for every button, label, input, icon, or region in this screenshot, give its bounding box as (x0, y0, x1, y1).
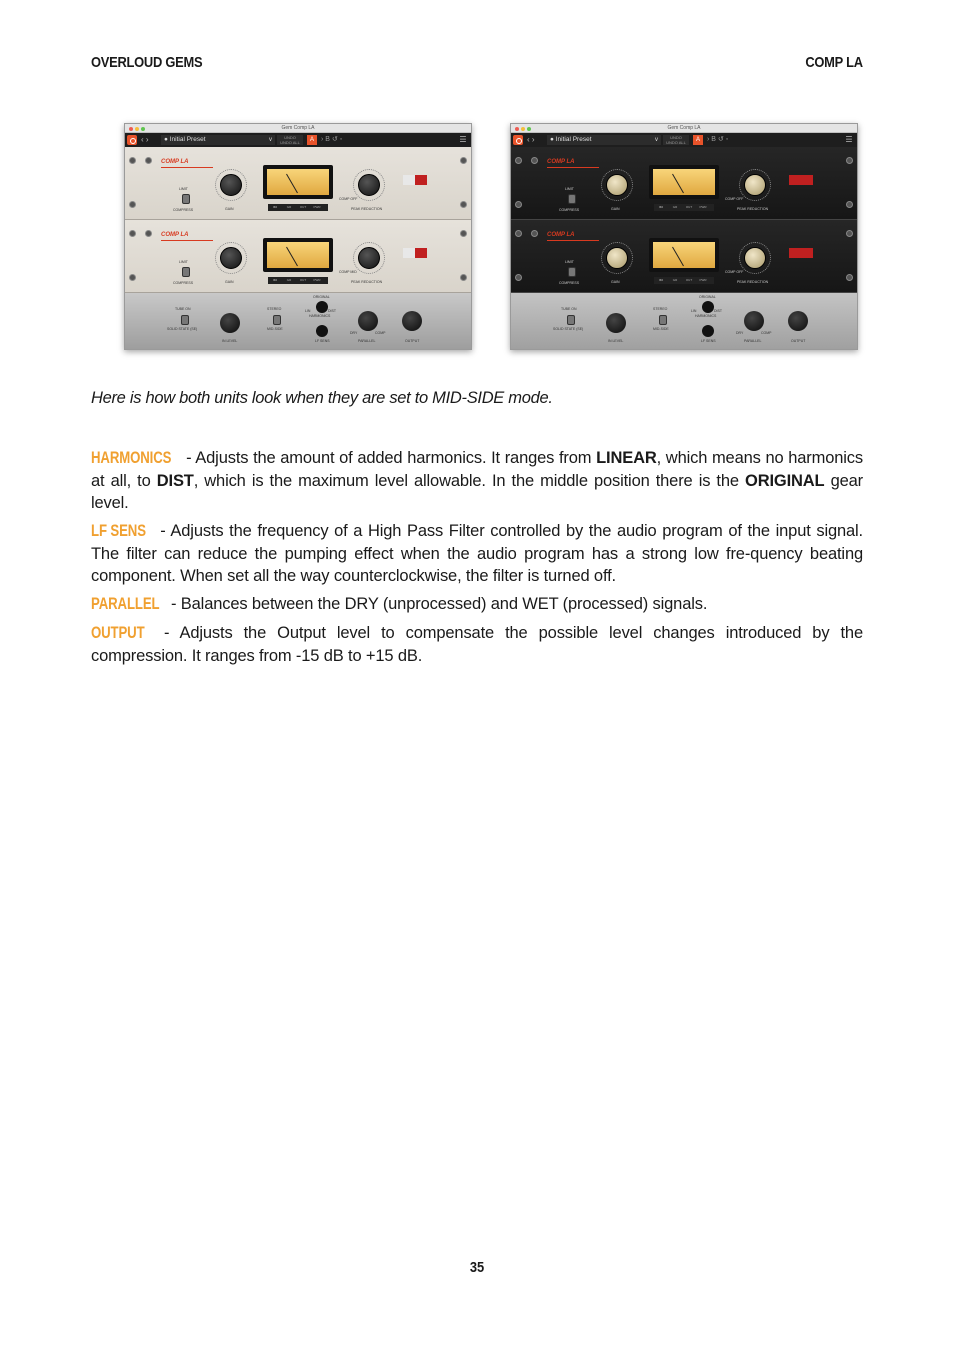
dry-label: DRY (736, 331, 744, 335)
gain-knob[interactable] (220, 247, 242, 269)
toolbar-icons[interactable]: › B ↺ ◦ (321, 136, 343, 143)
compressor-unit-1 (511, 147, 857, 220)
limit-label: LIMIT (565, 260, 574, 264)
in-level-knob[interactable] (220, 313, 240, 333)
limit-compress-toggle[interactable] (182, 194, 190, 204)
screw-icon (846, 230, 853, 237)
mid-side-badge (403, 175, 427, 185)
meter-needle (286, 174, 298, 194)
comp-mid-label: COMP MID (339, 270, 357, 274)
chevron-down-icon: v (655, 137, 658, 143)
linear-label: LIN (305, 309, 311, 313)
in-level-label: IN LEVEL (222, 339, 238, 343)
paragraph-parallel (91, 593, 863, 616)
screw-icon (515, 230, 522, 237)
term-output: OUTPUT (91, 624, 145, 642)
in-level-label: IN LEVEL (608, 339, 624, 343)
minimize-dot-icon[interactable] (521, 127, 525, 131)
tube-on-label: TUBE ON (175, 307, 191, 311)
header-left: OVERLOUD GEMS (91, 54, 203, 71)
in-level-knob[interactable] (606, 313, 626, 333)
screw-icon (531, 157, 538, 164)
meter-out-button[interactable]: OUT (299, 278, 307, 282)
paragraph-text: - Adjusts the frequency of a High Pass Filter controlled by the audio program of the input signal. The filter can reduce the pumping effect when the audio program has a strong low fre-quency beating component. When set all the way counterclockwise, the filter is turned off. (91, 522, 863, 585)
figure-caption: Here is how both units look when they are set to MID-SIDE mode. (91, 389, 553, 407)
peak-reduction-knob[interactable] (358, 247, 380, 269)
meter-pwr-button[interactable]: PWR (313, 205, 321, 209)
limit-label: LIMIT (179, 260, 188, 264)
screw-icon (531, 230, 538, 237)
compress-label: COMPRESS (173, 208, 194, 212)
stereo-mid-side-toggle[interactable] (273, 315, 281, 325)
gain-label: GAIN (611, 207, 620, 211)
term-lf-sens: LF SENS (91, 522, 146, 540)
paragraph-lf-sens (91, 520, 863, 588)
comp-label: COMP (375, 331, 386, 335)
page-number: 35 (469, 1259, 485, 1276)
menu-icon[interactable]: ☰ (845, 135, 853, 144)
screw-icon (145, 157, 152, 164)
peak-reduction-label: PEAK REDUCTION (737, 280, 769, 284)
comp-label: COMP (761, 331, 772, 335)
output-knob[interactable] (788, 311, 808, 331)
master-section (511, 293, 857, 349)
ab-compare-button[interactable]: A (693, 135, 703, 145)
screw-icon (846, 157, 853, 164)
menu-icon[interactable]: ☰ (459, 135, 467, 144)
zoom-dot-icon[interactable] (141, 127, 145, 131)
limit-label: LIMIT (179, 187, 188, 191)
close-dot-icon[interactable] (515, 127, 519, 131)
gain-label: GAIN (225, 207, 234, 211)
peak-reduction-knob[interactable] (744, 247, 766, 269)
preset-nav-arrows-icon[interactable]: ‹ › (141, 135, 149, 144)
screw-icon (129, 157, 136, 164)
bold-original: ORIGINAL (745, 471, 825, 490)
term-harmonics: HARMONICS (91, 449, 172, 467)
harmonics-label: HARMONICS (309, 314, 331, 318)
mid-side-badge (789, 175, 813, 185)
limit-compress-toggle[interactable] (568, 267, 576, 277)
lf-sens-knob[interactable] (702, 325, 714, 337)
brand-logo: COMP LA (547, 159, 575, 165)
compressor-unit-2 (511, 220, 857, 293)
meter-gr-button[interactable]: GR (672, 205, 678, 209)
paragraph-output (91, 622, 863, 667)
harmonics-label: HARMONICS (695, 314, 717, 318)
chevron-down-icon: v (269, 137, 272, 143)
paragraph-harmonics (91, 447, 863, 515)
solid-state-label: SOLID STATE (SE) (553, 327, 584, 331)
paragraph-text: - Balances between the DRY (unprocessed) and WET (processed) signals. (166, 595, 708, 613)
meter-needle (672, 247, 684, 267)
bold-linear: LINEAR (596, 449, 657, 467)
screw-icon (515, 274, 522, 281)
comp-off-label: COMP OFF (339, 197, 358, 201)
original-label: ORIGINAL (313, 295, 330, 299)
meter-out-button[interactable]: OUT (685, 278, 693, 282)
screw-icon (846, 274, 853, 281)
mid-side-badge (403, 248, 427, 258)
brand-underline (161, 240, 213, 241)
close-dot-icon[interactable] (129, 127, 133, 131)
gain-label: GAIN (611, 280, 620, 284)
lf-sens-label: LF SENS (701, 339, 716, 343)
output-knob[interactable] (402, 311, 422, 331)
brand-underline (161, 167, 213, 168)
power-icon[interactable] (127, 135, 137, 145)
stereo-label: STEREO (653, 307, 668, 311)
linear-label: LIN (691, 309, 697, 313)
screw-icon (460, 201, 467, 208)
compress-label: COMPRESS (559, 208, 580, 212)
plugin-window-light (124, 123, 472, 350)
plugin-window-dark (510, 123, 858, 350)
stereo-label: STEREO (267, 307, 282, 311)
meter-mode-buttons (268, 277, 328, 284)
bold-dist: DIST (156, 471, 194, 490)
window-title: Gem Comp LA (281, 125, 315, 131)
preset-nav-arrows-icon[interactable]: ‹ › (527, 135, 535, 144)
brand-logo: COMP LA (161, 159, 189, 165)
meter-in-button[interactable]: IN (273, 278, 277, 282)
plugin-toolbar (125, 133, 471, 147)
meter-needle (286, 247, 298, 267)
peak-reduction-knob[interactable] (358, 174, 380, 196)
parallel-label: PARALLEL (358, 339, 376, 343)
meter-needle (672, 174, 684, 194)
limit-label: LIMIT (565, 187, 574, 191)
vu-meter (263, 238, 333, 272)
screw-icon (460, 230, 467, 237)
brand-logo: COMP LA (161, 232, 189, 238)
mid-side-label: MID-SIDE (267, 327, 283, 331)
vu-meter (649, 238, 719, 272)
parallel-label: PARALLEL (744, 339, 762, 343)
term-parallel: PARALLEL (91, 595, 160, 613)
meter-mode-buttons (654, 204, 714, 211)
meter-gr-button[interactable]: GR (286, 278, 292, 282)
gain-knob[interactable] (220, 174, 242, 196)
screw-icon (129, 230, 136, 237)
meter-out-button[interactable]: OUT (685, 205, 693, 209)
toolbar-icons[interactable]: › B ↺ ◦ (707, 136, 729, 143)
vu-meter (649, 165, 719, 199)
meter-in-button[interactable]: IN (659, 205, 663, 209)
window-title: Gem Comp LA (667, 125, 701, 131)
output-label: OUTPUT (405, 339, 420, 343)
gain-label: GAIN (225, 280, 234, 284)
parallel-knob[interactable] (744, 311, 764, 331)
plugin-toolbar (511, 133, 857, 147)
tube-toggle[interactable] (181, 315, 189, 325)
dry-label: DRY (350, 331, 358, 335)
tube-on-label: TUBE ON (561, 307, 577, 311)
compressor-unit-2 (125, 220, 471, 293)
window-titlebar (511, 124, 857, 133)
meter-pwr-button[interactable]: PWR (699, 278, 707, 282)
power-icon[interactable] (513, 135, 523, 145)
paragraph-text: , which means no harmonics at all, to (91, 449, 863, 490)
brand-underline (547, 240, 599, 241)
preset-name: Initial Preset (169, 136, 206, 143)
zoom-dot-icon[interactable] (527, 127, 531, 131)
peak-reduction-label: PEAK REDUCTION (351, 207, 383, 211)
undo-button[interactable]: UNDO UNDO ALL (277, 135, 303, 145)
peak-reduction-label: PEAK REDUCTION (737, 207, 769, 211)
meter-mode-buttons (654, 277, 714, 284)
screw-icon (846, 201, 853, 208)
compressor-unit-1 (125, 147, 471, 220)
gain-knob[interactable] (606, 247, 628, 269)
mid-side-badge (789, 248, 813, 258)
peak-reduction-label: PEAK REDUCTION (351, 280, 383, 284)
harmonics-knob[interactable] (702, 301, 714, 313)
screw-icon (129, 201, 136, 208)
meter-mode-buttons (268, 204, 328, 211)
compress-label: COMPRESS (559, 281, 580, 285)
vu-meter (263, 165, 333, 199)
ab-compare-button[interactable]: A (307, 135, 317, 145)
gain-knob[interactable] (606, 174, 628, 196)
dist-label: DIST (714, 309, 722, 313)
screw-icon (460, 274, 467, 281)
stereo-mid-side-toggle[interactable] (659, 315, 667, 325)
solid-state-label: SOLID STATE (SE) (167, 327, 198, 331)
dist-label: DIST (328, 309, 336, 313)
master-section (125, 293, 471, 349)
meter-pwr-button[interactable]: PWR (313, 278, 321, 282)
comp-off-label: COMP OFF (725, 270, 744, 274)
mid-side-label: MID-SIDE (653, 327, 669, 331)
screw-icon (460, 157, 467, 164)
compress-label: COMPRESS (173, 281, 194, 285)
parallel-knob[interactable] (358, 311, 378, 331)
screw-icon (145, 230, 152, 237)
header-right: COMP LA (805, 54, 863, 71)
preset-selector[interactable]: ● Initial Preset v (161, 135, 275, 145)
screw-icon (515, 201, 522, 208)
window-titlebar (125, 124, 471, 133)
meter-gr-button[interactable]: GR (672, 278, 678, 282)
paragraph-text: - Adjusts the amount of added harmonics. It ranges from (181, 449, 597, 467)
original-label: ORIGINAL (699, 295, 716, 299)
screw-icon (515, 157, 522, 164)
harmonics-knob[interactable] (316, 301, 328, 313)
meter-pwr-button[interactable]: PWR (699, 205, 707, 209)
meter-out-button[interactable]: OUT (299, 205, 307, 209)
paragraph-text: - Adjusts the Output level to compensate the possible level changes introduced by the compression. It ranges from -15 dB to +15 dB. (91, 624, 863, 665)
screw-icon (129, 274, 136, 281)
brand-logo: COMP LA (547, 232, 575, 238)
peak-reduction-knob[interactable] (744, 174, 766, 196)
brand-underline (547, 167, 599, 168)
comp-off-label: COMP OFF (725, 197, 744, 201)
meter-in-button[interactable]: IN (273, 205, 277, 209)
paragraph-text: , which is the maximum level allowable. In the middle position there is the (193, 471, 746, 490)
lf-sens-knob[interactable] (316, 325, 328, 337)
minimize-dot-icon[interactable] (135, 127, 139, 131)
meter-gr-button[interactable]: GR (286, 205, 292, 209)
paragraph-text: gear level. (91, 471, 864, 512)
undo-button[interactable]: UNDO UNDO ALL (663, 135, 689, 145)
preset-name: Initial Preset (555, 136, 592, 143)
lf-sens-label: LF SENS (315, 339, 330, 343)
tube-toggle[interactable] (567, 315, 575, 325)
output-label: OUTPUT (791, 339, 806, 343)
meter-in-button[interactable]: IN (659, 278, 663, 282)
limit-compress-toggle[interactable] (182, 267, 190, 277)
limit-compress-toggle[interactable] (568, 194, 576, 204)
preset-selector[interactable]: ● Initial Preset v (547, 135, 661, 145)
